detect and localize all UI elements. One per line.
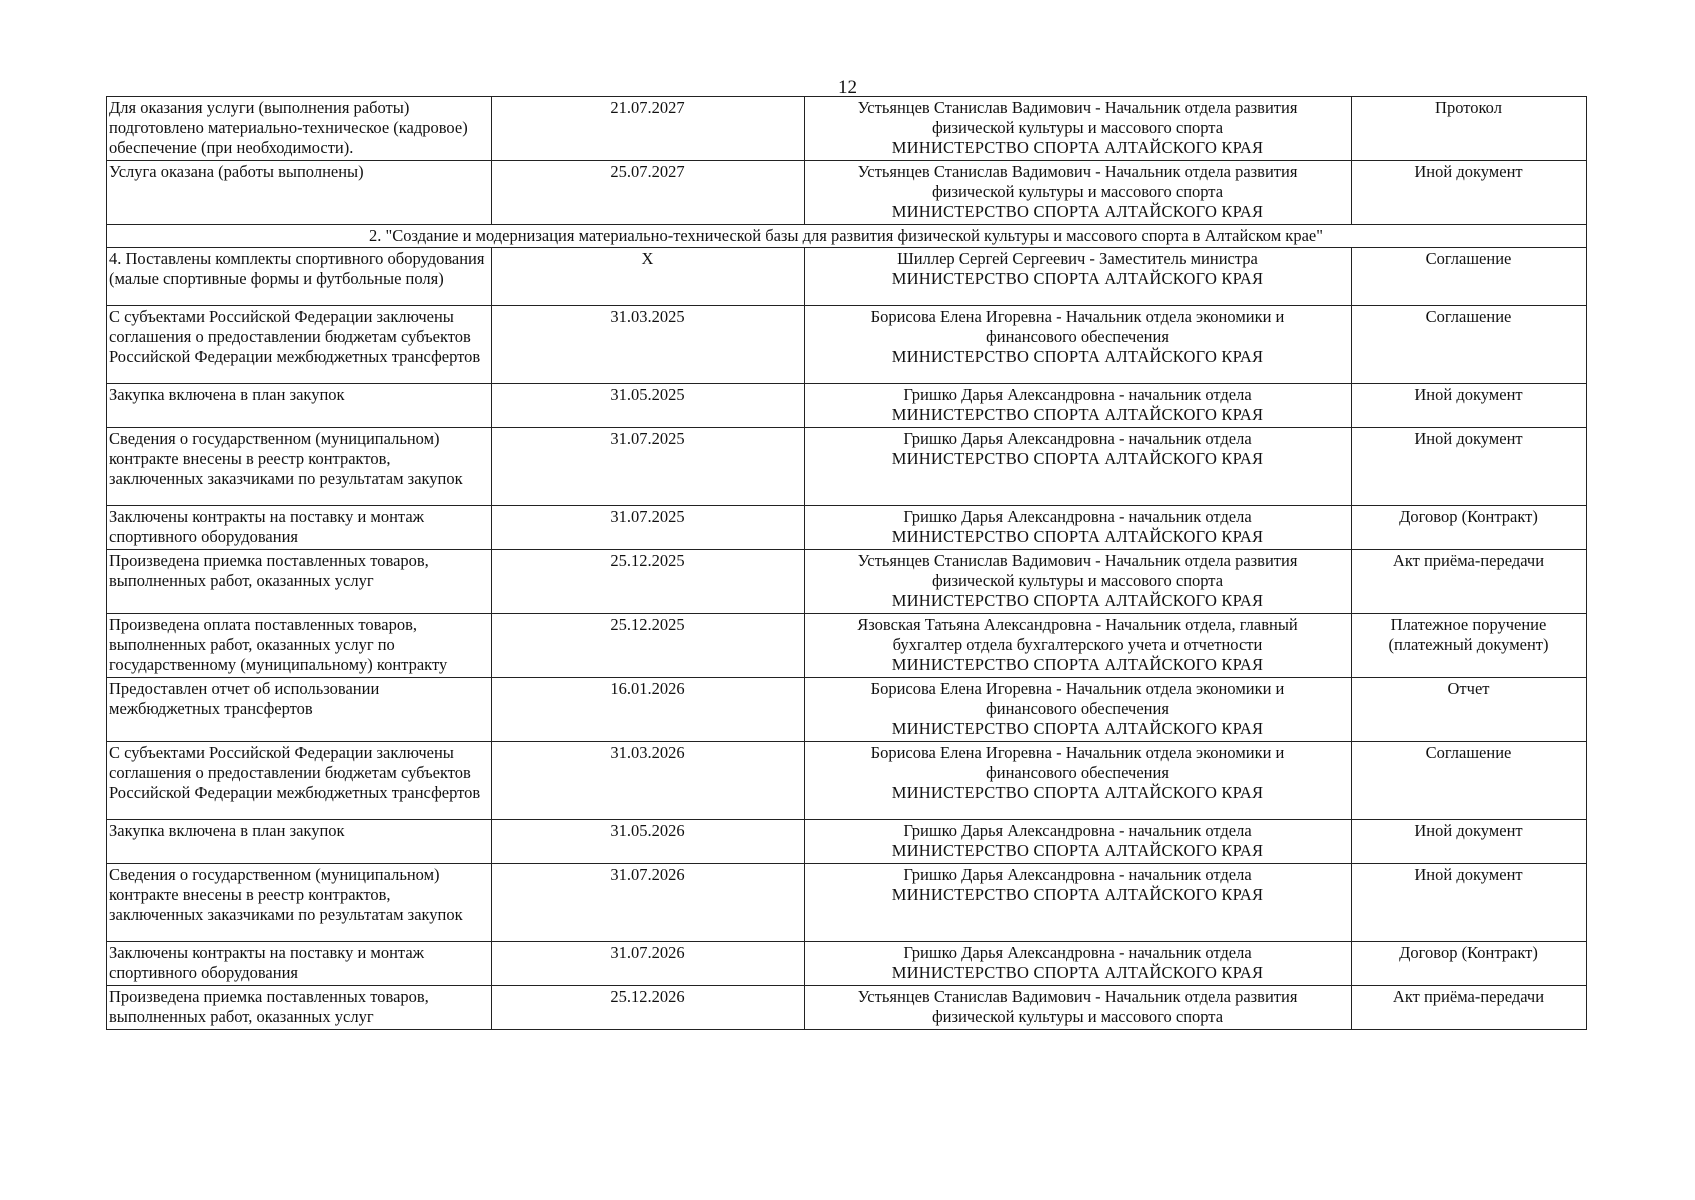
responsible-cell (805, 986, 1352, 1030)
date-cell: 25.12.2026 (492, 986, 805, 1030)
section-header-row (107, 225, 1587, 248)
event-cell: Услуга оказана (работы выполнены) (107, 161, 492, 225)
responsible-line: Шиллер Сергей Сергеевич - Заместитель министра (897, 249, 1258, 268)
date-cell: 31.07.2026 (492, 942, 805, 986)
document-type-cell: Платежное поручение (платежный документ) (1352, 614, 1587, 678)
event-cell: Предоставлен отчет об использовании межбюджетных трансфертов (107, 678, 492, 742)
responsible-line: Гришко Дарья Александровна - начальник отдела (903, 821, 1252, 840)
event-cell: Закупка включена в план закупок (107, 820, 492, 864)
table-row (107, 506, 1587, 550)
responsible-cell (805, 614, 1352, 678)
organization-name: МИНИСТЕРСТВО СПОРТА АЛТАЙСКОГО КРАЯ (891, 138, 1264, 157)
table-row (107, 306, 1587, 384)
responsible-line: Устьянцев Станислав Вадимович - Начальник отдела развития (857, 162, 1298, 181)
event-cell: Сведения о государственном (муниципальном) контракте внесены в реестр контрактов, заключенных заказчиками по результатам закупок (107, 428, 492, 506)
table-row (107, 678, 1587, 742)
responsible-line: бухгалтер отдела бухгалтерского учета и отчетности (892, 635, 1263, 654)
date-cell: 25.12.2025 (492, 550, 805, 614)
responsible-line: Гришко Дарья Александровна - начальник отдела (903, 865, 1252, 884)
document-type-cell: Соглашение (1352, 742, 1587, 820)
table-row (107, 864, 1587, 942)
responsible-cell (805, 942, 1352, 986)
responsible-line: Борисова Елена Игоревна - Начальник отдела экономики и (870, 679, 1285, 698)
document-type-cell: Акт приёма-передачи (1352, 986, 1587, 1030)
table-row (107, 614, 1587, 678)
responsible-cell (805, 742, 1352, 820)
table-row (107, 550, 1587, 614)
responsible-line: физической культуры и массового спорта (931, 182, 1224, 201)
event-cell: 4. Поставлены комплекты спортивного оборудования (малые спортивные формы и футбольные поля) (107, 248, 492, 306)
responsible-line: физической культуры и массового спорта (931, 571, 1224, 590)
organization-name: МИНИСТЕРСТВО СПОРТА АЛТАЙСКОГО КРАЯ (891, 719, 1264, 738)
organization-name: МИНИСТЕРСТВО СПОРТА АЛТАЙСКОГО КРАЯ (891, 963, 1264, 982)
document-type-cell: Отчет (1352, 678, 1587, 742)
document-type-cell: Иной документ (1352, 820, 1587, 864)
date-cell: 31.05.2025 (492, 384, 805, 428)
date-cell: 31.03.2025 (492, 306, 805, 384)
responsible-cell (805, 248, 1352, 306)
responsible-cell (805, 97, 1352, 161)
responsible-cell (805, 428, 1352, 506)
organization-name: МИНИСТЕРСТВО СПОРТА АЛТАЙСКОГО КРАЯ (891, 885, 1264, 904)
responsible-line: Язовская Татьяна Александровна - Начальник отдела, главный (857, 615, 1298, 634)
responsible-cell (805, 864, 1352, 942)
table-row (107, 820, 1587, 864)
event-cell: Заключены контракты на поставку и монтаж спортивного оборудования (107, 506, 492, 550)
date-cell: 16.01.2026 (492, 678, 805, 742)
document-type-cell: Иной документ (1352, 384, 1587, 428)
date-cell: 25.12.2025 (492, 614, 805, 678)
document-type-cell: Договор (Контракт) (1352, 506, 1587, 550)
organization-name: МИНИСТЕРСТВО СПОРТА АЛТАЙСКОГО КРАЯ (891, 841, 1264, 860)
organization-name: МИНИСТЕРСТВО СПОРТА АЛТАЙСКОГО КРАЯ (891, 347, 1264, 366)
event-cell: С субъектами Российской Федерации заключены соглашения о предоставлении бюджетам субъектов Российской Федерации межбюджетных трансфертов (107, 742, 492, 820)
event-cell: Произведена приемка поставленных товаров, выполненных работ, оказанных услуг (107, 986, 492, 1030)
date-cell: 31.05.2026 (492, 820, 805, 864)
organization-name: МИНИСТЕРСТВО СПОРТА АЛТАЙСКОГО КРАЯ (891, 783, 1264, 802)
organization-name: МИНИСТЕРСТВО СПОРТА АЛТАЙСКОГО КРАЯ (891, 202, 1264, 221)
table-row (107, 428, 1587, 506)
document-type-cell: Акт приёма-передачи (1352, 550, 1587, 614)
organization-name: МИНИСТЕРСТВО СПОРТА АЛТАЙСКОГО КРАЯ (891, 527, 1264, 546)
responsible-cell (805, 678, 1352, 742)
responsible-cell (805, 820, 1352, 864)
organization-name: МИНИСТЕРСТВО СПОРТА АЛТАЙСКОГО КРАЯ (891, 449, 1264, 468)
event-cell: Сведения о государственном (муниципальном) контракте внесены в реестр контрактов, заключенных заказчиками по результатам закупок (107, 864, 492, 942)
responsible-cell (805, 161, 1352, 225)
organization-name: МИНИСТЕРСТВО СПОРТА АЛТАЙСКОГО КРАЯ (891, 591, 1264, 610)
date-cell: 25.07.2027 (492, 161, 805, 225)
table-row (107, 248, 1587, 306)
document-type-cell: Иной документ (1352, 428, 1587, 506)
plan-table (106, 96, 1587, 1030)
document-type-cell: Соглашение (1352, 248, 1587, 306)
event-cell: Заключены контракты на поставку и монтаж спортивного оборудования (107, 942, 492, 986)
document-type-cell: Иной документ (1352, 864, 1587, 942)
event-cell: Произведена оплата поставленных товаров, выполненных работ, оказанных услуг по государственному (муниципальному) контракту (107, 614, 492, 678)
organization-name: МИНИСТЕРСТВО СПОРТА АЛТАЙСКОГО КРАЯ (891, 405, 1264, 424)
responsible-line: Устьянцев Станислав Вадимович - Начальник отдела развития (857, 987, 1298, 1006)
responsible-line: Борисова Елена Игоревна - Начальник отдела экономики и (870, 743, 1285, 762)
responsible-line: финансового обеспечения (986, 699, 1169, 718)
table-row (107, 986, 1587, 1030)
document-type-cell: Договор (Контракт) (1352, 942, 1587, 986)
organization-name: МИНИСТЕРСТВО СПОРТА АЛТАЙСКОГО КРАЯ (891, 655, 1264, 674)
document-type-cell: Соглашение (1352, 306, 1587, 384)
responsible-line: Гришко Дарья Александровна - начальник отдела (903, 429, 1252, 448)
responsible-cell (805, 384, 1352, 428)
responsible-line: Борисова Елена Игоревна - Начальник отдела экономики и (870, 307, 1285, 326)
table-row (107, 384, 1587, 428)
responsible-cell (805, 306, 1352, 384)
date-cell: 31.07.2025 (492, 506, 805, 550)
event-cell: С субъектами Российской Федерации заключены соглашения о предоставлении бюджетам субъектов Российской Федерации межбюджетных трансфертов (107, 306, 492, 384)
section-title: 2. "Создание и модернизация материально-технической базы для развития физической культуры и массового спорта в Алтайском крае" (107, 225, 1587, 248)
responsible-line: физической культуры и массового спорта (931, 118, 1224, 137)
date-cell: X (492, 248, 805, 306)
table-row (107, 97, 1587, 161)
event-cell: Для оказания услуги (выполнения работы) подготовлено материально-техническое (кадровое) обеспечение (при необходимости). (107, 97, 492, 161)
date-cell: 31.07.2025 (492, 428, 805, 506)
table-row (107, 742, 1587, 820)
document-type-cell: Иной документ (1352, 161, 1587, 225)
responsible-line: Устьянцев Станислав Вадимович - Начальник отдела развития (857, 98, 1298, 117)
responsible-cell (805, 506, 1352, 550)
table-row (107, 942, 1587, 986)
responsible-line: финансового обеспечения (986, 763, 1169, 782)
responsible-line: Гришко Дарья Александровна - начальник отдела (903, 507, 1252, 526)
date-cell: 31.03.2026 (492, 742, 805, 820)
responsible-line: Гришко Дарья Александровна - начальник отдела (903, 943, 1252, 962)
date-cell: 31.07.2026 (492, 864, 805, 942)
organization-name: МИНИСТЕРСТВО СПОРТА АЛТАЙСКОГО КРАЯ (891, 269, 1264, 288)
responsible-line: Гришко Дарья Александровна - начальник отдела (903, 385, 1252, 404)
event-cell: Закупка включена в план закупок (107, 384, 492, 428)
table-row (107, 161, 1587, 225)
responsible-line: Устьянцев Станислав Вадимович - Начальник отдела развития (857, 551, 1298, 570)
responsible-line: финансового обеспечения (986, 327, 1169, 346)
responsible-cell (805, 550, 1352, 614)
event-cell: Произведена приемка поставленных товаров, выполненных работ, оказанных услуг (107, 550, 492, 614)
page-number: 12 (838, 77, 857, 98)
document-type-cell: Протокол (1352, 97, 1587, 161)
date-cell: 21.07.2027 (492, 97, 805, 161)
responsible-line: физической культуры и массового спорта (931, 1007, 1224, 1026)
